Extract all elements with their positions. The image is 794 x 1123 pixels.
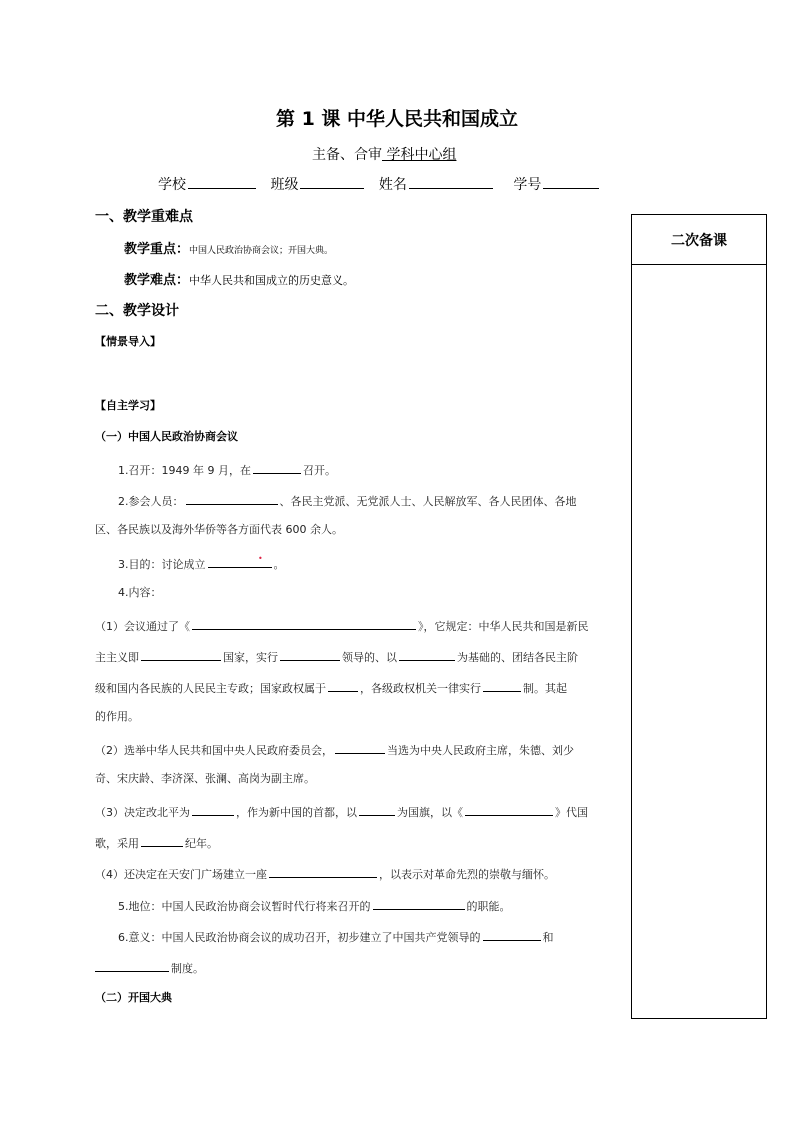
item-2-text: 2.参会人员： — [118, 495, 184, 508]
blank[interactable] — [95, 957, 169, 972]
blank[interactable] — [269, 863, 377, 878]
part-2-heading: （二）开国大典 — [95, 991, 172, 1004]
page-title: 第 1 课 中华人民共和国成立 — [275, 108, 519, 130]
text: 6.意义：中国人民政治协商会议的成功召开，初步建立了中国共产党领导的 — [118, 931, 481, 944]
name-blank[interactable] — [409, 174, 493, 189]
difficult-points — [124, 269, 354, 288]
key-points-label: 教学重点： — [124, 242, 190, 257]
item-1 — [118, 459, 336, 478]
text: 和 — [542, 931, 554, 944]
item-6 — [118, 926, 554, 945]
blank[interactable] — [280, 646, 340, 661]
key-points — [124, 238, 333, 257]
blank[interactable] — [192, 615, 416, 630]
difficult-points-label: 教学难点： — [124, 273, 190, 288]
blank[interactable] — [141, 646, 221, 661]
school-label: 学校 — [158, 177, 186, 193]
blank[interactable] — [192, 801, 234, 816]
content-4 — [95, 863, 555, 882]
blank[interactable] — [359, 801, 395, 816]
blank[interactable] — [253, 459, 301, 474]
text: 级和国内各民族的人民民主专政；国家政权属于 — [95, 682, 326, 695]
text: 主主义即 — [95, 651, 139, 664]
content-1-line-3 — [95, 677, 567, 696]
authors-line — [312, 144, 456, 164]
content-2-line-2: 奇、宋庆龄、李济深、张澜、高岗为副主席。 — [95, 772, 315, 785]
text: 》，它规定：中华人民共和国是新民 — [418, 620, 589, 633]
blank[interactable] — [483, 677, 521, 692]
item-3-text-end: 。 — [273, 558, 285, 571]
text: ，各级政权机关一律实行 — [360, 682, 481, 695]
second-preparation-heading: 二次备课 — [632, 215, 766, 265]
item-2-cont: 区、各民族以及海外华侨等各方面代表 600 余人。 — [95, 523, 343, 536]
number-blank[interactable] — [543, 174, 599, 189]
text: 制度。 — [171, 962, 204, 975]
blank[interactable] — [328, 677, 358, 692]
text: （1）会议通过了《 — [95, 620, 190, 633]
red-mark: • — [258, 554, 263, 563]
text: 国家，实行 — [223, 651, 278, 664]
text: 为国旗，以《 — [397, 806, 463, 819]
text: （2）选举中华人民共和国中央人民政府委员会， — [95, 744, 333, 757]
part-1-heading: （一）中国人民政治协商会议 — [95, 430, 238, 443]
text: 5.地位：中国人民政治协商会议暂时代行将来召开的 — [118, 900, 371, 913]
section-1-heading: 一、教学重难点 — [95, 209, 193, 225]
section-2-heading: 二、教学设计 — [95, 303, 179, 319]
intro-label: 【情景导入】 — [95, 335, 161, 348]
text: 当选为中央人民政府主席，朱德、刘少 — [387, 744, 574, 757]
blank[interactable] — [465, 801, 553, 816]
school-blank[interactable] — [188, 174, 256, 189]
authors-prefix: 主备、合审 — [312, 147, 382, 163]
text: （4）还决定在天安门广场建立一座 — [95, 868, 267, 881]
content-1-line-2 — [95, 646, 578, 665]
text: 歌，采用 — [95, 837, 139, 850]
class-blank[interactable] — [300, 174, 364, 189]
item-3-text: 3.目的：讨论成立 — [118, 558, 206, 571]
content-1-line-4: 的作用。 — [95, 710, 139, 723]
content-1-line-1 — [95, 615, 589, 634]
blank[interactable] — [141, 832, 183, 847]
number-label: 学号 — [513, 177, 542, 193]
self-study-label: 【自主学习】 — [95, 399, 161, 412]
item-2-text-end: 、各民主党派、无党派人士、人民解放军、各人民团体、各地 — [279, 495, 577, 508]
blank[interactable] — [186, 490, 278, 505]
blank[interactable] — [373, 895, 465, 910]
text: ，以表示对革命先烈的崇敬与缅怀。 — [379, 868, 555, 881]
second-preparation-box — [631, 214, 767, 1019]
blank[interactable] — [483, 926, 541, 941]
text: ，作为新中国的首都，以 — [236, 806, 357, 819]
blank[interactable] — [399, 646, 455, 661]
difficult-points-text: 中华人民共和国成立的历史意义。 — [189, 274, 355, 287]
item-2 — [118, 490, 577, 509]
blank[interactable] — [335, 739, 385, 754]
content-3-line-1 — [95, 801, 588, 820]
class-label: 班级 — [270, 177, 299, 193]
text: 领导的、以 — [342, 651, 397, 664]
item-6-cont — [95, 957, 204, 976]
item-5 — [118, 895, 511, 914]
text: 为基础的、团结各民主阶 — [457, 651, 578, 664]
text: 纪年。 — [185, 837, 218, 850]
content-2-line-1 — [95, 739, 574, 758]
name-label: 姓名 — [378, 177, 407, 193]
text: （3）决定改北平为 — [95, 806, 190, 819]
text: 的职能。 — [466, 900, 511, 913]
content-3-line-2 — [95, 832, 218, 851]
second-preparation-notes-area[interactable] — [632, 265, 766, 1019]
text: 》代国 — [555, 806, 588, 819]
item-1-text: 1.召开：1949 年 9 月，在 — [118, 464, 251, 477]
item-4: 4.内容： — [118, 586, 162, 599]
authors-group: 学科中心组 — [382, 147, 457, 163]
text: 制。其起 — [523, 682, 567, 695]
key-points-text: 中国人民政治协商会议；开国大典。 — [189, 246, 334, 256]
student-info-line — [158, 174, 601, 194]
item-1-text-end: 召开。 — [302, 464, 336, 477]
